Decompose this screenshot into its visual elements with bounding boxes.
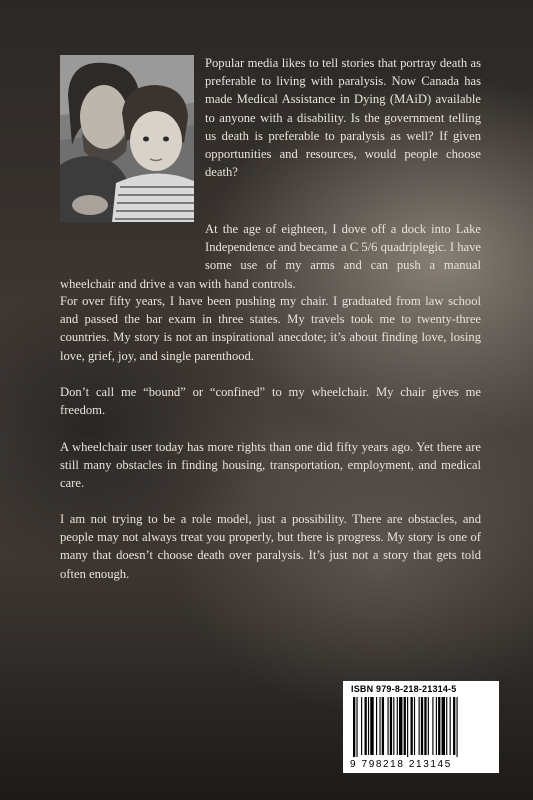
barcode-bar: [453, 697, 455, 755]
barcode-bar: [393, 697, 394, 755]
photo-wrap-spacer: [60, 220, 205, 260]
barcode-bar: [442, 697, 445, 755]
barcode-bar: [421, 697, 423, 755]
barcode-bars: [353, 697, 489, 757]
barcode-bar: [438, 697, 440, 755]
barcode-bar: [399, 697, 402, 755]
barcode-bar: [379, 697, 380, 755]
barcode-bar: [457, 697, 458, 757]
barcode-bar: [411, 697, 413, 755]
blurb-paragraph-4: Don’t call me “bound” or “confined” to my wheelchair. My chair gives me freedom.: [60, 385, 481, 418]
barcode-bar: [419, 697, 420, 755]
barcode-bar: [446, 697, 447, 755]
barcode-bar: [353, 697, 355, 757]
blurb-paragraph-5: A wheelchair user today has more rights than one did fifty years ago. Yet there are still many obstacles in finding housing, transportation, employment, and medical care.: [60, 440, 481, 491]
author-photo-image: [60, 55, 194, 222]
barcode-bar: [382, 697, 384, 755]
barcode-bar: [407, 697, 408, 757]
isbn-barcode: [343, 681, 499, 773]
barcode-bar: [404, 697, 406, 755]
isbn-label: ISBN 979-8-218-21314-5: [351, 684, 457, 694]
barcode-bar: [390, 697, 392, 755]
barcode-bar: [450, 697, 451, 755]
barcode-bar: [370, 697, 373, 755]
blurb-paragraph-6: I am not trying to be a role model, just a possibility. There are obstacles, and people may not always treat you properly, but there is progress. My story is one of many that doesn’t choose death over paralysis. It’s just not a story that gets told often enough.: [60, 512, 481, 581]
barcode-bar: [414, 697, 415, 755]
blurb-paragraph-1: Popular media likes to tell stories that portray death as preferable to living with paralysis. Now Canada has made Medical Assistance in Dying (MAiD) available to anyone with a disability. Is the government telling us death is preferable to paralysis as well? If given opportunities and resources, would people choose death?: [205, 56, 481, 180]
barcode-bar: [368, 697, 369, 755]
barcode-bar: [436, 697, 437, 755]
barcode-bar: [356, 697, 357, 757]
barcode-number: 9 798218 213145: [350, 759, 452, 770]
author-photo: [60, 55, 194, 222]
blurb-paragraph-3: For over fifty years, I have been pushing my chair. I graduated from law school and passed the bar exam in three states. My travels took me to twenty-three countries. My story is not an inspirational anecdote; it’s about finding love, losing love, grief, joy, and single parenthood.: [60, 294, 481, 363]
blurb-paragraph-2: At the age of eighteen, I dove off a dock into Lake Independence and became a C 5/6 quadriplegic. I have some use of my arms and can push a manual wheelchair and drive a van with hand controls.: [60, 222, 481, 291]
barcode-bar: [388, 697, 389, 755]
barcode-bar: [376, 697, 377, 755]
barcode-bar: [361, 697, 362, 755]
blurb-paragraph-2-container: [60, 220, 481, 293]
barcode-bar: [397, 697, 398, 755]
barcode-bar: [428, 697, 429, 755]
barcode-bar: [432, 697, 433, 755]
barcode-bar: [365, 697, 367, 755]
barcode-bar: [424, 697, 426, 755]
